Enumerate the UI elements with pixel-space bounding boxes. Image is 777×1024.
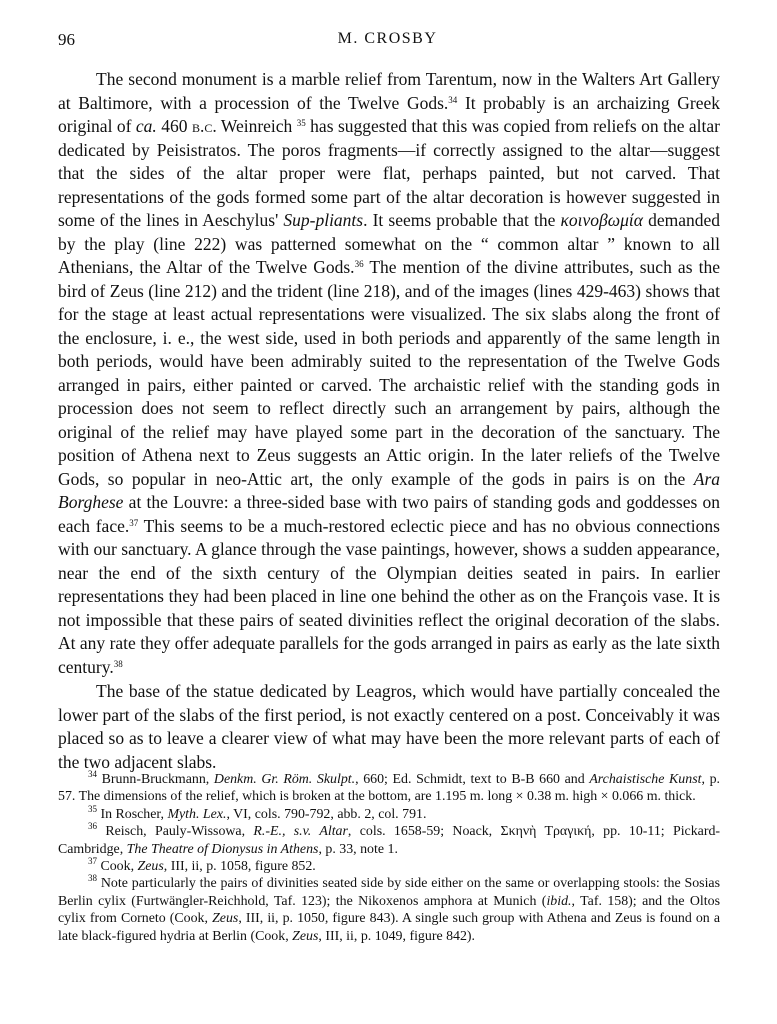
footnote-35: $^{35}$ In Roscher, Myth. Lex., VI, cols. 790-792, abb. 2, col. 791.: [88, 803, 427, 822]
page-header: [58, 30, 717, 56]
footnote-ref-38: 38: [113, 658, 123, 669]
body-text: [58, 68, 720, 774]
footnote-36: $^{36}$ Reisch, Pauly-Wissowa, R.-E., s.v. Altar, cols. 1658-59; Noack, Σκηνὴ Τραγική, pp. 10-11; Pickard-Cambridge, The Theatre of Dionysus in Athens, p. 33, note 1.: [58, 821, 721, 857]
footnote-ref-34: 34: [448, 94, 458, 105]
page-number: 96: [58, 30, 75, 49]
paragraph-1: The second monument is a marble relief from Tarentum, now in the Walters Art Gallery at Baltimore, with a procession of the Twelve Gods.$^{34}$ It probably is an archaizing Greek original of ca. 460 b.c. Weinreich $^{35}$ has suggested that this was copied from reliefs on the altar dedicated by Peisistratos. The poros fragments—if correctly assigned to the altar—suggest that the sides of the altar proper were flat, perhaps painted, but not carved. That representations of the gods formed some part of the altar decoration is however suggested in some of the lines in Aeschylus' Sup-pliants. It seems probable that the κοινοβωμία demanded by the play (line 222) was patterned somewhat on the “ common altar ” known to all Athenians, the Altar of the Twelve Gods.$^{36}$ The mention of the divine attributes, such as the bird of Zeus (line 212) and the trident (line 218), and of the images (lines 429-463) shows that for the stage at least actual representations were visualized. The six slabs along the front of the enclosure, i. e., the west side, used in both periods and apparently of the same length in both periods, would have been admirably suited to the representation of the Twelve Gods arranged in pairs, either painted or carved. The archaistic relief with the standing gods in procession does not seem to reflect directly such an arrangement by pairs, although the original of the relief may have played some part in the decoration of the sanctuary. The position of Athena next to Zeus suggests an Attic origin. In the later reliefs of the Twelve Gods, so popular in neo-Attic art, the only example of the gods in pairs is on the Ara Borghese at the Louvre: a three-sided base with two pairs of standing gods and goddesses on each face.$^{37}$ This seems to be a much-restored eclectic piece and has no obvious connections with our sanctuary. A glance through the vase paintings, however, shows a sudden appearance, near the end of the sixth century of the Olympian deities seated in pairs. In earlier representations they had been placed in line one behind the other as on the François vase. It is not impossible that these pairs of seated divinities reflect the original decoration of the slabs. At any rate they offer adequate parallels for the gods arranged in pairs as early as the late sixth century.$^{38}$: [58, 69, 720, 677]
ara-borghese: Ara Borghese: [58, 468, 720, 512]
greek-term: κοινοβωμία: [560, 210, 643, 230]
footnote-ref-35: 35: [296, 118, 306, 128]
paragraph-2: The base of the statue dedicated by Leagros, which would have partially concealed the lower part of the slabs of the first period, is not exactly centered on a post. Conceivably it was placed so as to leave a clearer view of what may have been the more relevant parts of each of the two adjacent slabs.: [58, 681, 720, 772]
footnote-ref-37: 37: [129, 517, 139, 528]
title-supplices: Sup-pliants: [283, 210, 364, 230]
footnote-34: $^{34}$ Brunn-Bruckmann, Denkm. Gr. Röm. Skulpt., 660; Ed. Schmidt, text to B-B 660 and Archaistische Kunst, p. 57. The dimensions of the relief, which is broken at the bottom, are 1.195 m. long × 0.38 m. high × 0.066 m. thick.: [58, 769, 720, 805]
running-head: M. CROSBY: [337, 30, 438, 47]
footnote-ref-36: 36: [354, 259, 364, 269]
footnote-37: $^{37}$ Cook, Zeus, III, ii, p. 1058, figure 852.: [88, 856, 316, 875]
footnote-38: $^{38}$ Note particularly the pairs of divinities seated side by side either on the same or overlapping stools: the Sosias Berlin cylix (Furtwängler-Reichhold, Taf. 123); the Nikoxenos amphora at Munich (ibid., Taf. 158); and the Oltos cylix from Corneto (Cook, Zeus, III, ii, p. 1050, figure 843). A single such group with Athena and Zeus is found on a late black-figured hydria at Berlin (Cook, Zeus, III, ii, p. 1049, figure 842).: [58, 873, 721, 944]
footnotes: [58, 771, 720, 945]
